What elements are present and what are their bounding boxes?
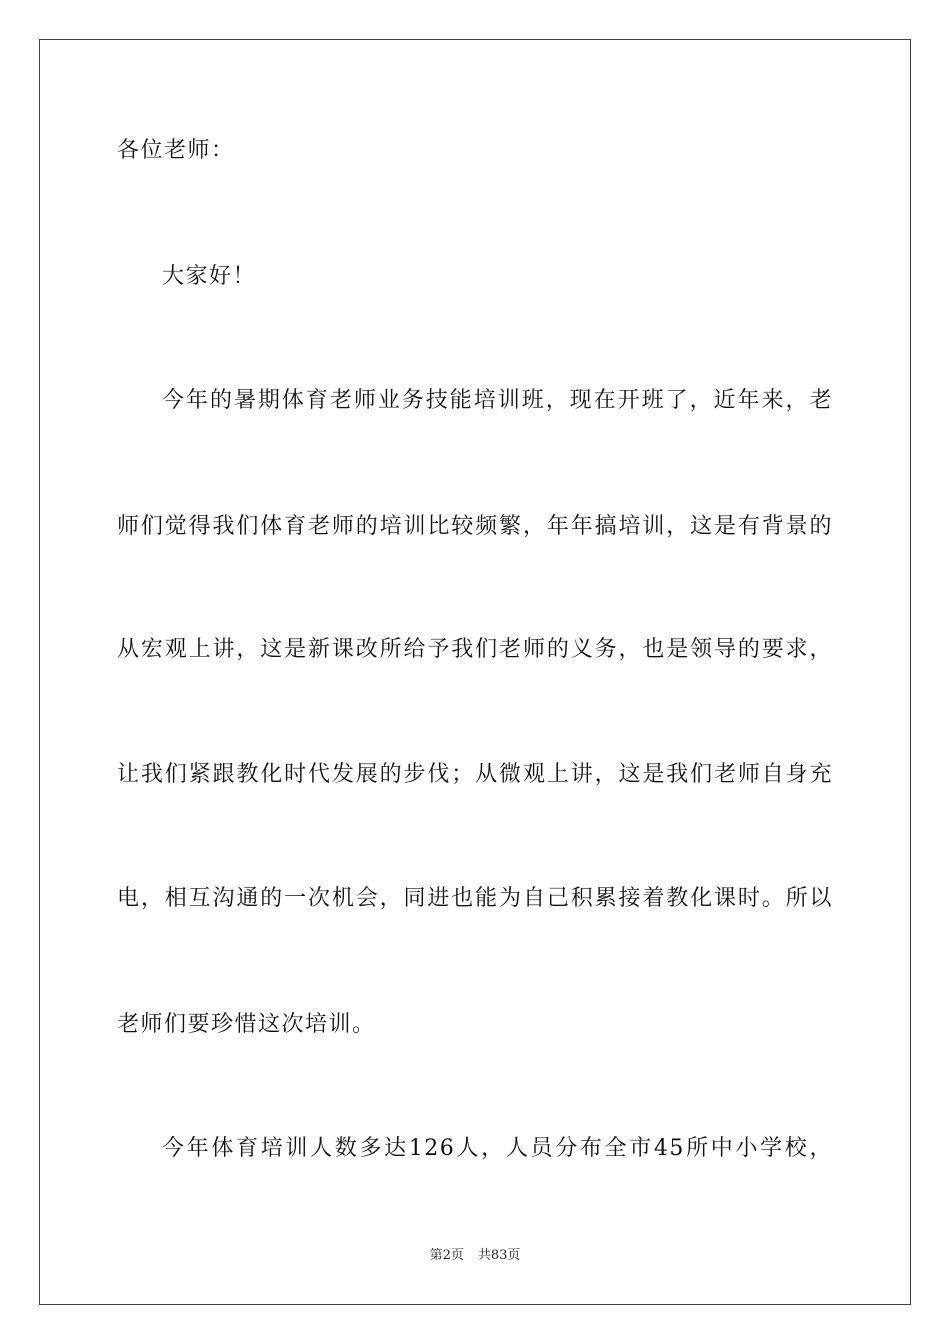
paragraph-line: 让我们紧跟教化时代发展的步伐；从微观上讲，这是我们老师自身充	[117, 762, 833, 787]
page-border	[39, 39, 911, 1305]
page-total: 共83页	[477, 1248, 521, 1263]
paragraph-line: 师们觉得我们体育老师的培训比较频繁，年年搞培训，这是有背景的	[117, 514, 833, 539]
page-footer	[0, 1247, 950, 1265]
paragraph-line: 老师们要珍惜这次培训。	[117, 1012, 376, 1037]
paragraph-line: 今年的暑期体育老师业务技能培训班，现在开班了，近年来，老	[162, 388, 833, 413]
salutation: 各位老师：	[117, 138, 235, 163]
paragraph-line: 从宏观上讲，这是新课改所给予我们老师的义务，也是领导的要求，	[117, 637, 833, 662]
page-number: 第2页	[429, 1248, 464, 1263]
paragraph-line: 今年体育培训人数多达126人，人员分布全市45所中小学校，	[162, 1136, 833, 1161]
greeting: 大家好！	[162, 264, 257, 289]
paragraph-line: 电，相互沟通的一次机会，同进也能为自己积累接着教化课时。所以	[117, 886, 833, 911]
